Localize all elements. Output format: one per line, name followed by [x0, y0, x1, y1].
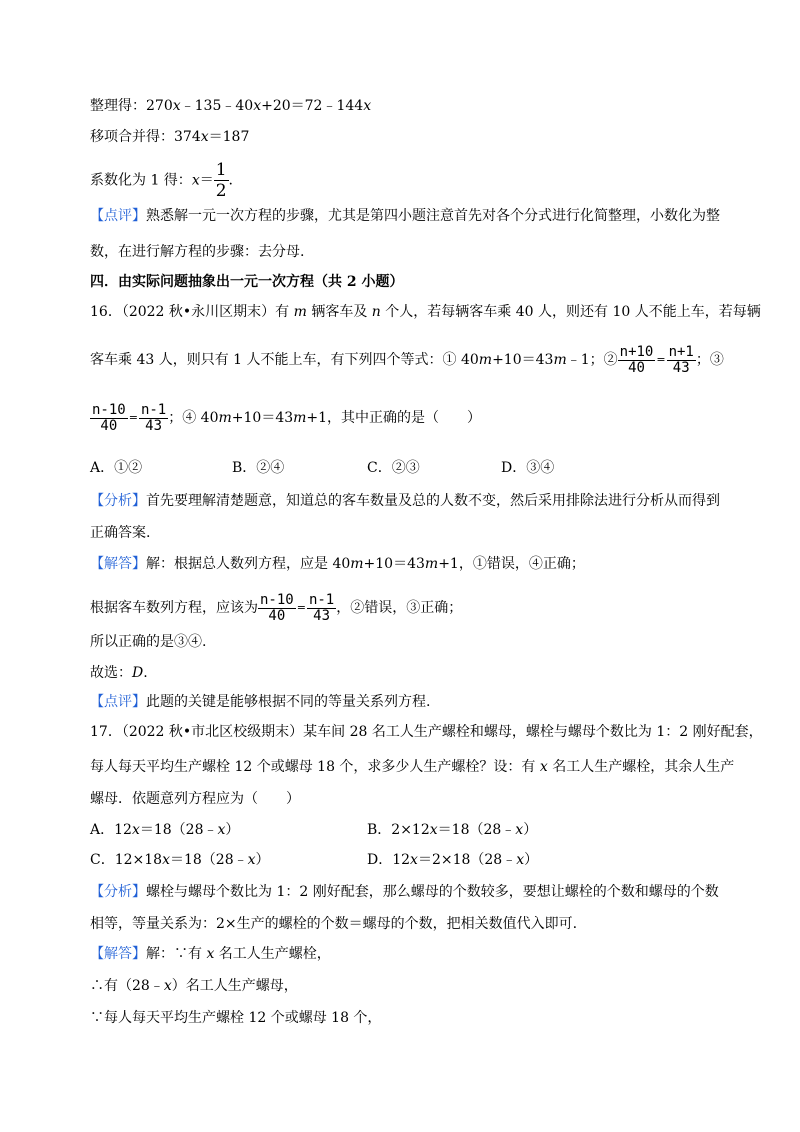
review-tag: 【点评】 — [90, 694, 146, 710]
q16-analysis-line-1: 【分析】首先要理解清楚题意，知道总的客车数量及总的人数不变，然后采用排除法进行分析从而得到 — [90, 493, 720, 509]
analysis-tag: 【分析】 — [90, 884, 146, 900]
q16-analysis-line-2: 正确答案. — [90, 525, 151, 541]
q17-solution-line-3: ∵每人每天平均生产螺栓 12 个或螺母 18 个， — [90, 1010, 382, 1026]
fraction-one-half: $\frac{1}{2}$ — [215, 160, 227, 201]
q16-solution-line-2: 根据客车数列方程，应该为 $\frac{n-10}{40}$ = $\frac{n-1}{43}$ ，②错误，③正确； — [90, 591, 463, 624]
q17-option-d: D．12x＝2×18（28﹣x） — [367, 852, 539, 868]
q17-stem-line-2: 每人每天平均生产螺栓 12 个或螺母 18 个，求多少人生产螺栓？设：有 x 名工人生产螺栓，其余人生产 — [90, 759, 735, 775]
solution-tag: 【解答】 — [90, 946, 146, 962]
fraction-n-minus-1-over-43: $\frac{n-1}{43}$ — [140, 401, 167, 434]
fraction-n-plus-10-over-40: $\frac{n+10}{40}$ — [619, 343, 654, 376]
q17-option-c: C．12×18x＝18（28﹣x） — [90, 852, 270, 868]
equation-step-2: 移项合并得：374x＝187 — [90, 129, 250, 145]
fraction-n-minus-10-over-40: $\frac{n-10}{40}$ — [92, 401, 126, 434]
q16-stem-line-2: 客车乘 43 人，则只有 1 人不能上车，有下列四个等式：① 40m+10＝43m﹣1；② $\frac{n+10}{40}$ = $\frac{n+1}{43}$ ；③ — [90, 343, 724, 376]
q16-stem-line-1: 16．（2022 秋•永川区期末）有 m 辆客车及 n 个人，若每辆客车乘 40 人，则还有 10 人不能上车，若每辆 — [90, 304, 761, 320]
equation-step-1: 整理得：270x﹣135﹣40x+20＝72﹣144x — [90, 98, 372, 114]
q17-analysis-line-2: 相等，等量关系为：2×生产的螺栓的个数＝螺母的个数，把相关数值代入即可. — [90, 916, 578, 932]
q17-stem-line-3: 螺母．依题意列方程应为（ ） — [90, 791, 300, 807]
q17-analysis-line-1: 【分析】螺栓与螺母个数比为 1：2 刚好配套，那么螺母的个数较多，要想让螺栓的个数和螺母的个数 — [90, 884, 719, 900]
fraction-n-minus-1-over-43: $\frac{n-1}{43}$ — [308, 591, 335, 624]
analysis-tag: 【分析】 — [90, 493, 146, 509]
q17-solution-line-1: 【解答】解：∵有 x 名工人生产螺栓， — [90, 946, 331, 962]
q16-option-b: B．②④ — [232, 460, 285, 476]
fraction-n-plus-1-over-43: $\frac{n+1}{43}$ — [668, 343, 694, 376]
q17-stem-line-1: 17．（2022 秋•市北区校级期末）某车间 28 名工人生产螺栓和螺母，螺栓与螺母个数比为 1：2 刚好配套， — [90, 724, 763, 740]
q16-solution-line-3: 所以正确的是③④. — [90, 634, 207, 650]
q16-solution-line-1: 【解答】解：根据总人数列方程，应是 40m+10＝43m+1，①错误，④正确； — [90, 556, 585, 572]
q16-option-d: D．③④ — [501, 460, 555, 476]
q17-solution-line-2: ∴有（28﹣x）名工人生产螺母， — [90, 978, 298, 994]
q17-option-b: B．2×12x＝18（28﹣x） — [367, 822, 538, 838]
equation-step-3: 系数化为 1 得：x＝ $\frac{1}{2}$ . — [90, 160, 233, 201]
review-tag: 【点评】 — [90, 208, 146, 224]
q16-solution-line-4: 故选：D. — [90, 665, 148, 681]
q16-review-line: 【点评】此题的关键是能够根据不同的等量关系列方程. — [90, 694, 431, 710]
q16-option-c: C．②③ — [367, 460, 420, 476]
q16-option-a: A．①② — [90, 460, 143, 476]
fraction-n-minus-10-over-40: $\frac{n-10}{40}$ — [260, 591, 294, 624]
review-paragraph-line-2: 数，在进行解方程的步骤：去分母. — [90, 244, 305, 260]
section-heading: 四．由实际问题抽象出一元一次方程（共 2 小题） — [90, 274, 404, 290]
q16-stem-line-3: $\frac{n-10}{40}$ = $\frac{n-1}{43}$ ；④ 40m+10＝43m+1，其中正确的是（ ） — [92, 401, 482, 434]
review-paragraph-line-1: 【点评】熟悉解一元一次方程的步骤，尤其是第四小题注意首先对各个分式进行化简整理，小数化为整 — [90, 208, 720, 224]
solution-tag: 【解答】 — [90, 556, 146, 572]
q17-option-a: A．12x＝18（28﹣x） — [90, 822, 240, 838]
